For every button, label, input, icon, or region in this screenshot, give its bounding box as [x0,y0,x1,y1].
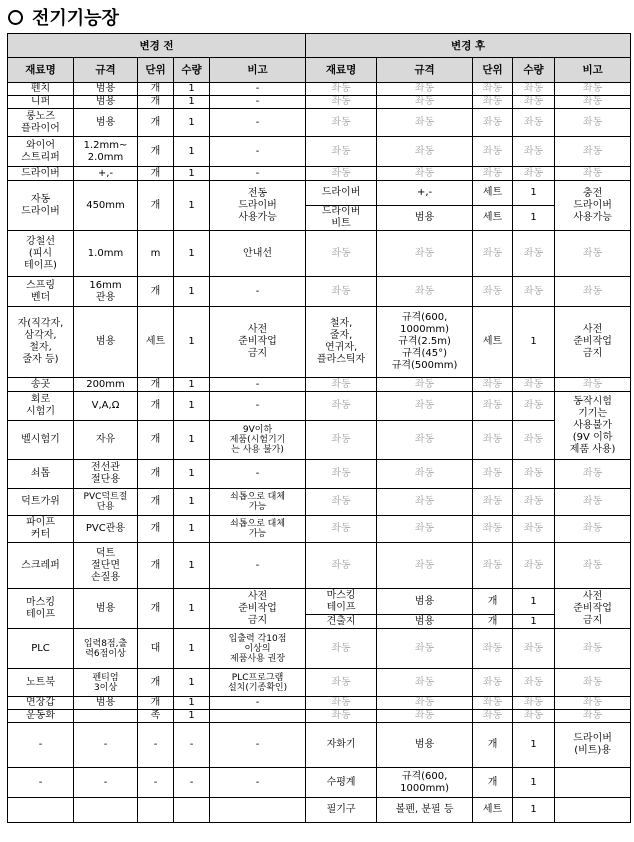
same-cell: 좌동 [555,543,631,589]
cell: PVC덕트절 단용 [74,489,138,516]
cell: 사전 준비작업 금지 [555,307,631,378]
same-cell: 좌동 [306,629,377,669]
table-row [8,798,631,823]
same-cell: 좌동 [377,392,473,421]
circle-bullet-icon [8,10,23,25]
same-cell: 좌동 [513,109,555,137]
cell: 규격(600, 1000mm) 규격(2.5m) 규격(45°) 규격(500mm) [377,307,473,378]
same-cell: 좌동 [473,669,513,697]
cell: 사전 준비작업 금지 [210,307,306,378]
cell: 1 [174,181,210,231]
cell: 자화기 [306,723,377,768]
cell: - [174,723,210,768]
cell: 1 [174,277,210,307]
same-cell: 좌동 [555,669,631,697]
cell: 스프링 벤더 [8,277,74,307]
cell: 쇠톱으로 대체 가능 [210,489,306,516]
same-cell: 좌동 [306,669,377,697]
cell: 와이어 스트리퍼 [8,137,74,167]
col-header-unit-after: 단위 [473,58,513,83]
same-cell: 좌동 [306,137,377,167]
cell: PLC [8,629,74,669]
same-cell: 좌동 [555,96,631,109]
cell: 1 [174,109,210,137]
same-cell: 좌동 [377,489,473,516]
cell: 개 [138,83,174,96]
cell: V,A,Ω [74,392,138,421]
cell: 덕트가위 [8,489,74,516]
cell: - [8,723,74,768]
table-row [8,307,631,378]
table-row [8,167,631,181]
page-title [8,4,119,30]
cell: 1 [174,669,210,697]
cell: 1 [174,378,210,392]
cell: - [210,277,306,307]
same-cell: 좌동 [377,109,473,137]
cell: +,- [377,181,473,206]
same-cell: 좌동 [555,710,631,723]
same-cell: 좌동 [555,109,631,137]
same-cell: 좌동 [513,516,555,543]
cell: 개 [138,167,174,181]
cell: - [74,768,138,798]
col-header-note-after: 비고 [555,58,631,83]
same-cell: 좌동 [555,629,631,669]
same-cell: 좌동 [306,421,377,460]
cell: - [210,83,306,96]
page-title-text: 전기기능장 [32,8,119,29]
cell: 범용 [74,96,138,109]
same-cell: 좌동 [377,629,473,669]
cell: 개 [138,460,174,489]
cell: 자유 [74,421,138,460]
cell: 세트 [473,307,513,378]
cell: 개 [138,96,174,109]
table-row [8,669,631,697]
cell: - [210,723,306,768]
cell: 마스킹 테이프 [8,589,74,629]
cell: 덕트 절단면 손질용 [74,543,138,589]
empty-cell [8,798,74,823]
cell: - [210,768,306,798]
cell: 입출력 각10점 이상의 제품사용 권장 [210,629,306,669]
same-cell: 좌동 [555,460,631,489]
same-cell: 좌동 [473,543,513,589]
same-cell: 좌동 [306,96,377,109]
same-cell: 좌동 [513,96,555,109]
cell: 1 [174,489,210,516]
same-cell: 좌동 [513,710,555,723]
cell: - [210,137,306,167]
materials-change-table [7,33,631,823]
cell: 쇠톱 [8,460,74,489]
same-cell: 좌동 [306,378,377,392]
same-cell: 좌동 [473,629,513,669]
cell: 사전 준비작업 금지 [210,589,306,629]
cell: +,- [74,167,138,181]
cell: 1 [513,307,555,378]
same-cell: 좌동 [306,516,377,543]
same-cell: 좌동 [473,697,513,710]
cell: 세트 [138,307,174,378]
same-cell: 좌동 [513,83,555,96]
cell: 면장갑 [8,697,74,710]
cell: 1 [174,167,210,181]
cell: 드라이버 (비트)용 [555,723,631,768]
cell: 범용 [377,589,473,615]
cell: 족 [138,710,174,723]
section-header-row [8,34,631,58]
cell: 450mm [74,181,138,231]
cell: 범용 [74,109,138,137]
table-row [8,137,631,167]
cell: 1.0mm [74,231,138,277]
cell: 펜치 [8,83,74,96]
cell: 펜티엄 3이상 [74,669,138,697]
cell [555,768,631,798]
same-cell: 좌동 [306,277,377,307]
same-cell: 좌동 [306,167,377,181]
same-cell: 좌동 [513,137,555,167]
cell: 개 [138,489,174,516]
table-row [8,421,631,460]
same-cell: 좌동 [473,489,513,516]
same-cell: 좌동 [306,710,377,723]
cell: 대 [138,629,174,669]
same-cell: 좌동 [513,697,555,710]
same-cell: 좌동 [377,543,473,589]
cell: 1 [174,96,210,109]
cell: 드라이버 비트 [306,206,377,231]
cell: 드라이버 [8,167,74,181]
same-cell: 좌동 [377,167,473,181]
same-cell: 좌동 [513,543,555,589]
cell: 범용 [377,723,473,768]
table-row [8,392,631,421]
col-header-material: 재료명 [8,58,74,83]
same-cell: 좌동 [513,167,555,181]
cell: 송곳 [8,378,74,392]
same-cell: 좌동 [555,167,631,181]
cell: 1 [174,307,210,378]
cell: 규격(600, 1000mm) [377,768,473,798]
cell: 1 [174,516,210,543]
same-cell: 좌동 [513,489,555,516]
cell: 수평계 [306,768,377,798]
cell: 개 [138,378,174,392]
same-cell: 좌동 [306,83,377,96]
same-cell: 좌동 [513,421,555,460]
same-cell: 좌동 [377,697,473,710]
same-cell: 좌동 [473,167,513,181]
table-row [8,109,631,137]
cell: - [210,460,306,489]
cell: 자(직각자, 삼각자, 철자, 줄자 등) [8,307,74,378]
cell: 노트북 [8,669,74,697]
cell: 전동 드라이버 사용가능 [210,181,306,231]
cell: 개 [473,723,513,768]
empty-cell [174,798,210,823]
cell: 개 [138,181,174,231]
same-cell: 좌동 [513,629,555,669]
empty-cell [210,798,306,823]
table-row [8,378,631,392]
same-cell: 좌동 [377,83,473,96]
cell: - [210,543,306,589]
same-cell: 좌동 [555,489,631,516]
same-cell: 좌동 [555,231,631,277]
cell: - [138,723,174,768]
cell: 1 [174,697,210,710]
same-cell: 좌동 [377,231,473,277]
cell: 볼펜, 분필 등 [377,798,473,823]
cell: 세트 [473,206,513,231]
cell: 사전 준비작업 금지 [555,589,631,629]
col-header-unit: 단위 [138,58,174,83]
same-cell: 좌동 [473,710,513,723]
cell: 1 [513,723,555,768]
cell: 1 [174,589,210,629]
table-row [8,83,631,96]
same-cell: 좌동 [377,516,473,543]
cell: 강철선 (피시 테이프) [8,231,74,277]
cell: 쇠톱으로 대체 가능 [210,516,306,543]
cell [555,798,631,823]
col-header-note: 비고 [210,58,306,83]
cell: 입력8점,출 력6점이상 [74,629,138,669]
cell: 범용 [377,206,473,231]
same-cell: 좌동 [377,669,473,697]
table-row [8,277,631,307]
same-cell: 좌동 [513,378,555,392]
cell: 필기구 [306,798,377,823]
table-row [8,589,631,615]
table-row [8,231,631,277]
same-cell: 좌동 [473,378,513,392]
cell: 개 [473,589,513,615]
cell: 운동화 [8,710,74,723]
cell: 개 [473,768,513,798]
same-cell: 좌동 [473,392,513,421]
same-cell: 좌동 [473,516,513,543]
cell: - [210,167,306,181]
cell: 1 [174,137,210,167]
same-cell: 좌동 [513,231,555,277]
cell: 세트 [473,798,513,823]
before-section-header: 변경 전 [8,34,306,58]
cell: 동작시험 기기는 사용불가 (9V 이하 제품 사용) [555,392,631,460]
table-row [8,96,631,109]
table-row [8,516,631,543]
cell: 견출지 [306,615,377,629]
cell: 개 [138,137,174,167]
cell [210,710,306,723]
table-row [8,723,631,768]
cell: 파이프 커터 [8,516,74,543]
cell: 개 [138,697,174,710]
cell: 전선관 절단용 [74,460,138,489]
cell: 개 [138,516,174,543]
cell: PLC프로그램 설치(기종확인) [210,669,306,697]
table-row [8,710,631,723]
cell: 개 [138,421,174,460]
cell: 1 [174,83,210,96]
cell: - [210,697,306,710]
same-cell: 좌동 [473,421,513,460]
same-cell: 좌동 [377,378,473,392]
same-cell: 좌동 [306,697,377,710]
same-cell: 좌동 [555,697,631,710]
same-cell: 좌동 [473,109,513,137]
cell: - [138,768,174,798]
same-cell: 좌동 [377,460,473,489]
cell: - [210,392,306,421]
cell: 스크레퍼 [8,543,74,589]
col-header-spec-after: 규격 [377,58,473,83]
same-cell: 좌동 [555,83,631,96]
cell: 1 [513,589,555,615]
same-cell: 좌동 [513,277,555,307]
cell: - [210,96,306,109]
col-header-material-after: 재료명 [306,58,377,83]
table-row [8,629,631,669]
cell: 개 [138,392,174,421]
cell: 범용 [74,589,138,629]
same-cell: 좌동 [306,231,377,277]
cell: 1 [174,629,210,669]
cell: 니퍼 [8,96,74,109]
cell: 1 [174,392,210,421]
cell: 1 [174,710,210,723]
table-row [8,181,631,206]
empty-cell [138,798,174,823]
cell: 범용 [377,615,473,629]
cell: 개 [473,615,513,629]
cell: 세트 [473,181,513,206]
same-cell: 좌동 [473,96,513,109]
cell: - [174,768,210,798]
cell: 1 [513,798,555,823]
same-cell: 좌동 [306,489,377,516]
col-header-spec: 규격 [74,58,138,83]
table-row [8,697,631,710]
cell: 안내선 [210,231,306,277]
col-header-qty: 수량 [174,58,210,83]
same-cell: 좌동 [473,137,513,167]
cell: - [210,378,306,392]
cell: 충전 드라이버 사용가능 [555,181,631,231]
same-cell: 좌동 [377,421,473,460]
same-cell: 좌동 [555,378,631,392]
table-row [8,489,631,516]
table-row [8,768,631,798]
table-row [8,543,631,589]
same-cell: 좌동 [555,137,631,167]
after-section-header: 변경 후 [306,34,631,58]
cell: 철자, 줄자, 연귀자, 플라스틱자 [306,307,377,378]
cell: 1.2mm~ 2.0mm [74,137,138,167]
cell: 1 [513,206,555,231]
table-row [8,460,631,489]
cell: PVC관용 [74,516,138,543]
same-cell: 좌동 [513,460,555,489]
same-cell: 좌동 [473,277,513,307]
column-header-row [8,58,631,83]
cell: 개 [138,109,174,137]
same-cell: 좌동 [306,392,377,421]
same-cell: 좌동 [377,277,473,307]
cell: 개 [138,669,174,697]
cell: 범용 [74,307,138,378]
cell: m [138,231,174,277]
cell: 개 [138,543,174,589]
cell: 범용 [74,83,138,96]
cell: 1 [513,768,555,798]
cell: 드라이버 [306,181,377,206]
cell: 회로 시험기 [8,392,74,421]
same-cell: 좌동 [377,137,473,167]
cell: 1 [174,231,210,277]
cell: - [210,109,306,137]
cell: - [74,723,138,768]
cell: 1 [513,181,555,206]
cell: 마스킹 테이프 [306,589,377,615]
same-cell: 좌동 [306,543,377,589]
same-cell: 좌동 [473,231,513,277]
same-cell: 좌동 [555,277,631,307]
cell: 200mm [74,378,138,392]
same-cell: 좌동 [377,96,473,109]
same-cell: 좌동 [306,109,377,137]
same-cell: 좌동 [377,710,473,723]
empty-cell [74,798,138,823]
cell: 범용 [74,697,138,710]
same-cell: 좌동 [555,516,631,543]
same-cell: 좌동 [306,460,377,489]
same-cell: 좌동 [513,392,555,421]
same-cell: 좌동 [473,83,513,96]
cell: 벨시험기 [8,421,74,460]
cell: - [8,768,74,798]
same-cell: 좌동 [513,669,555,697]
cell: 16mm 관용 [74,277,138,307]
cell [74,710,138,723]
cell: 9V이하 제품(시험기기 는 사용 불가) [210,421,306,460]
cell: 1 [174,421,210,460]
cell: 1 [513,615,555,629]
col-header-qty-after: 수량 [513,58,555,83]
cell: 1 [174,460,210,489]
cell: 자동 드라이버 [8,181,74,231]
cell: 개 [138,589,174,629]
cell: 1 [174,543,210,589]
cell: 개 [138,277,174,307]
cell: 롱노즈 플라이어 [8,109,74,137]
same-cell: 좌동 [473,460,513,489]
